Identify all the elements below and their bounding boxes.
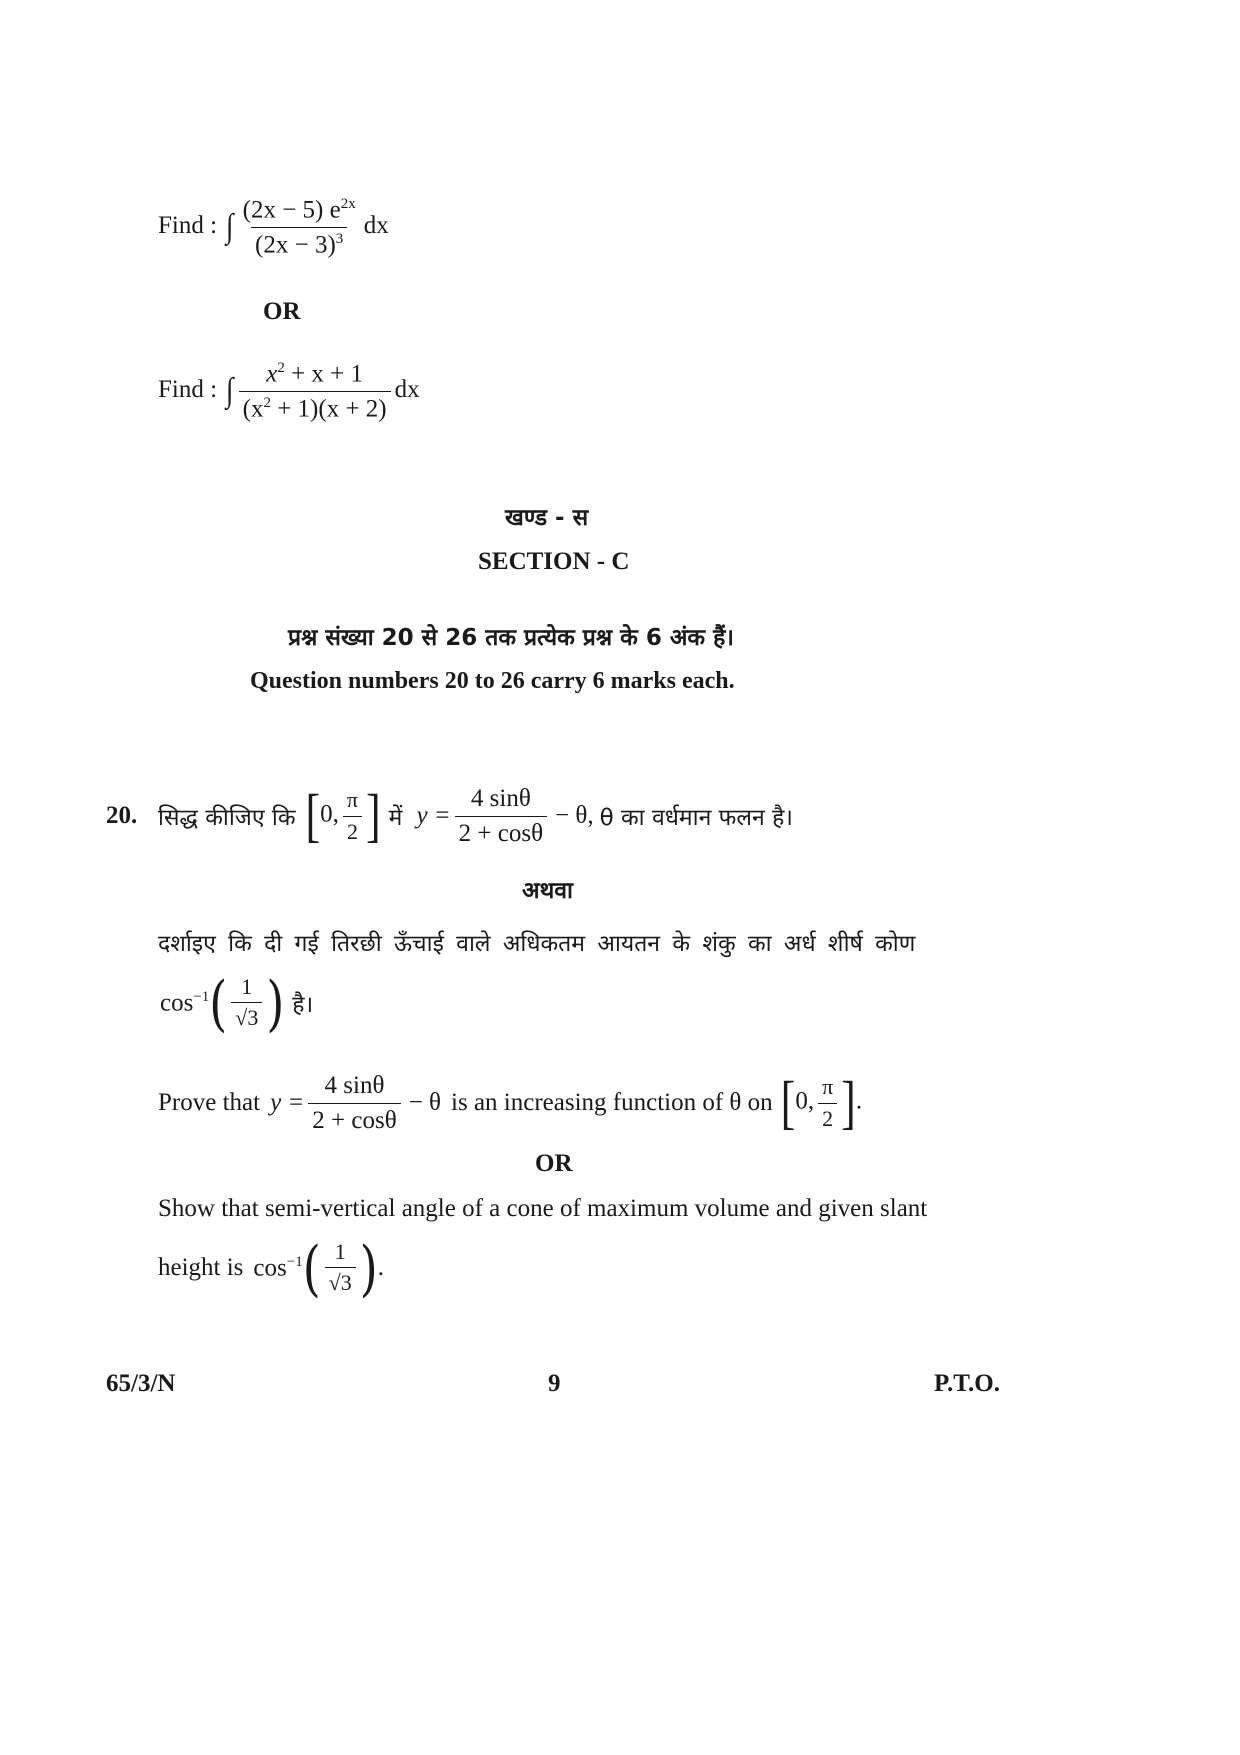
page-number: 9: [548, 1370, 561, 1397]
integral-2-fraction: $\frac{x^2 + x + 1}{(x^2 + 1)(x + 2)}$: [239, 360, 391, 423]
q20-hindi-statement: सिद्ध कीजिए कि [0, $\frac{\pi}{2}$ ] में y = $\frac{4 \sin\theta}{2 + \cos\theta}$ − θ, θ का वर्धमान फलन है।: [158, 782, 794, 849]
section-title: SECTION - C: [478, 548, 630, 575]
section-hindi-title: खण्ड - स: [505, 505, 589, 531]
pto-label: P.T.O.: [934, 1370, 1000, 1397]
integral-2: Find : ∫ $\frac{x^2 + x + 1}{(x^2 + 1)(x + 2)}$ dx: [158, 360, 420, 423]
find-label-2: Find :: [158, 376, 218, 404]
q20-alternative-line2: height is $\cos^{-1}$ ( $\frac{1}{√3}$ ) .: [158, 1232, 384, 1303]
or-separator-2: OR: [535, 1150, 573, 1177]
section-hindi-instruction: प्रश्न संख्या 20 से 26 तक प्रत्येक प्रश्न के 6 अंक हैं।: [288, 625, 735, 651]
q20-hindi-alternative-line1: दर्शाइए कि दी गई तिरछी ऊँचाई वाले अधिकतम आयतन के शंकु का अर्ध शीर्ष कोण: [158, 931, 916, 957]
q20-hindi-alternative-line2: $\cos^{-1}$ ( $\frac{1}{√3}$ ) है।: [160, 967, 314, 1038]
hindi-or: अथवा: [522, 878, 574, 904]
section-instruction: Question numbers 20 to 26 carry 6 marks each.: [250, 668, 735, 694]
q20-english-statement: Prove that y = $\frac{4 \sin\theta}{2 + \cos\theta}$ − θ is an increasing function of θ on [0, $\frac{\pi}{2}$ ].: [158, 1069, 863, 1136]
q20-alternative-line1: Show that semi-vertical angle of a cone of maximum volume and given slant: [158, 1195, 928, 1222]
find-label: Find :: [158, 212, 218, 240]
or-separator-1: OR: [263, 298, 301, 325]
integral-1: Find : ∫ $\frac{(2x - 5) e^{2x}}{(2x - 3)^3}$ dx: [158, 196, 389, 259]
paper-code: 65/3/N: [106, 1370, 176, 1397]
question-number-20: 20.: [106, 802, 138, 829]
integral-1-fraction: $\frac{(2x - 5) e^{2x}}{(2x - 3)^3}$: [242, 196, 356, 259]
